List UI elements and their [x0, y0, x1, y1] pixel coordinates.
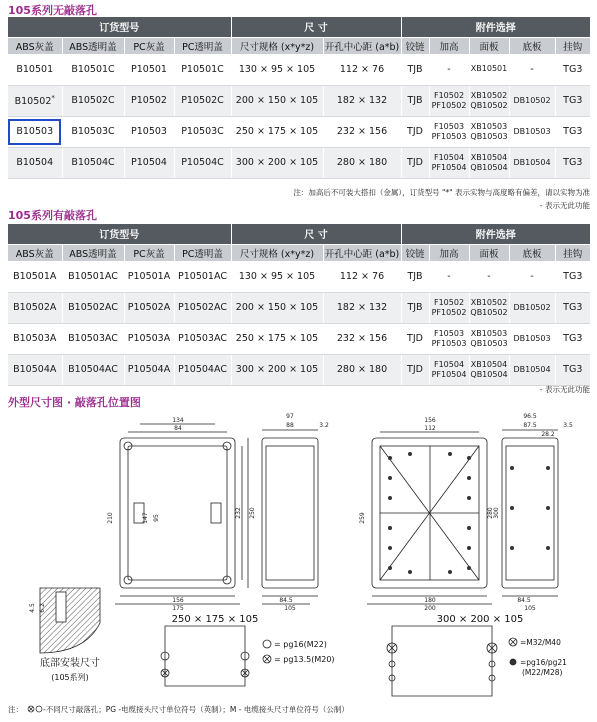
- col-header: ABS灰盖: [8, 37, 62, 54]
- col-header: 开孔中心距 (a*b): [323, 37, 401, 54]
- cell-hinge: TJB: [401, 292, 429, 323]
- cell-hinge: TJD: [401, 116, 429, 147]
- cell-abs-gray: B10503A: [8, 323, 62, 354]
- cell-size: 200 × 150 × 105: [231, 292, 323, 323]
- cell-size: 250 × 175 × 105: [231, 323, 323, 354]
- cell-hook: TG3: [555, 323, 590, 354]
- col-header: PC透明盖: [174, 244, 231, 261]
- col-header: 面板: [469, 37, 509, 54]
- cell-size: 130 × 95 × 105: [231, 54, 323, 85]
- dim-label: 200: [424, 605, 436, 612]
- mount-label: 底部安装尺寸: [40, 658, 100, 669]
- cell-hole: 112 × 76: [323, 261, 401, 292]
- dim-label: 87.5: [523, 422, 537, 429]
- cell-abs-clear: B10502C: [62, 85, 124, 116]
- panel-code-2: QB10504: [470, 369, 508, 379]
- dim-label: 180: [424, 597, 436, 604]
- cell-base: DB10504: [509, 147, 555, 178]
- panel-code: XB10503: [470, 121, 508, 131]
- cell-ext: [429, 147, 469, 178]
- cell-ext: -: [429, 261, 469, 292]
- cell-hole: 232 × 156: [323, 323, 401, 354]
- cell-hole: 232 × 156: [323, 116, 401, 147]
- cell-pc-gray: P10501: [124, 54, 174, 85]
- group-header-accessory: 附件选择: [401, 224, 590, 244]
- ext-code: F10502: [433, 297, 465, 307]
- cell-abs-gray: B10504: [8, 147, 62, 178]
- cell-abs-clear: B10501C: [62, 54, 124, 85]
- cell-panel: -: [469, 261, 509, 292]
- dim-label: 96.5: [523, 413, 537, 420]
- cell-panel: [469, 323, 509, 354]
- cell-panel: [469, 85, 509, 116]
- cell-hole: 280 × 180: [323, 147, 401, 178]
- cell-pc-clear: P10501AC: [174, 261, 231, 292]
- cell-size: 130 × 95 × 105: [231, 261, 323, 292]
- legend-m32: =M32/M40: [520, 638, 561, 647]
- highlighted-model: B10503: [8, 119, 61, 145]
- cell-hole: 112 × 76: [323, 54, 401, 85]
- cell-abs-clear: B10503AC: [62, 323, 124, 354]
- dim-label: 97: [286, 413, 294, 420]
- dim-label: 156: [172, 597, 184, 604]
- cell-abs-gray: B10501A: [8, 261, 62, 292]
- panel-code-2: QB10502: [470, 100, 508, 110]
- cell-panel: [469, 292, 509, 323]
- dim-label: 250: [249, 507, 256, 519]
- bottom-note-text: -不同尺寸敲落孔；PG -电缆接头尺寸单位符号（英制）；M - 电缆接头尺寸单位符号（公制）: [43, 705, 349, 714]
- cell-pc-clear: P10504C: [174, 147, 231, 178]
- cell-hinge: TJB: [401, 261, 429, 292]
- cell-panel: XB10501: [469, 54, 509, 85]
- cell-abs-clear: B10502AC: [62, 292, 124, 323]
- technical-drawings: [0, 408, 597, 722]
- dim-label: 3.2: [319, 422, 329, 429]
- cell-panel: [469, 116, 509, 147]
- dim-label: 3.5: [563, 422, 573, 429]
- dim-label: 105: [524, 605, 536, 612]
- cell-pc-gray: P10504: [124, 147, 174, 178]
- col-header: 底板: [509, 37, 555, 54]
- right-dimension-labels: [359, 413, 573, 612]
- drawing-right: [367, 430, 558, 604]
- col-header: 铰链: [401, 37, 429, 54]
- dim-label: 147: [142, 512, 149, 524]
- col-header: 开孔中心距 (a*b): [323, 244, 401, 261]
- legend-symbols-right: [509, 638, 517, 665]
- bottom-note-symbols: [28, 706, 42, 712]
- dim-label: 232: [235, 507, 242, 519]
- table1-footnote: 注：加高后不可装大搭扣（金属），订货型号 "*" 表示实物与高度略有偏差，请以实物为准: [293, 188, 590, 197]
- group-header-size: 尺 寸: [231, 224, 401, 244]
- legend-pg135: = pg13.5(M20): [274, 655, 335, 664]
- cell-pc-clear: P10502AC: [174, 292, 231, 323]
- legend-m22-28: (M22/M28): [522, 668, 563, 677]
- dim-label: 112: [424, 425, 436, 432]
- dim-label: 210: [107, 512, 114, 524]
- panel-code-2: QB10504: [470, 162, 508, 172]
- spec-table-no-knockout: [8, 17, 590, 179]
- deviation-mark: *: [51, 93, 55, 102]
- col-header: 尺寸规格 (x*y*z): [231, 37, 323, 54]
- cell-pc-gray: P10504A: [124, 354, 174, 385]
- group-header-order: 订货型号: [8, 224, 231, 244]
- panel-code: XB10504: [470, 152, 508, 162]
- dim-label: 4.5: [29, 603, 36, 613]
- cell-panel: [469, 354, 509, 385]
- ext-code-2: PF10503: [431, 131, 467, 141]
- cell-hinge: TJD: [401, 147, 429, 178]
- dim-label: 300: [493, 507, 500, 519]
- cell-base: DB10502: [509, 85, 555, 116]
- mounting-detail: [40, 588, 100, 653]
- cell-ext: -: [429, 54, 469, 85]
- cell-ext: [429, 323, 469, 354]
- col-header: PC透明盖: [174, 37, 231, 54]
- ext-code-2: PF10503: [431, 338, 467, 348]
- section-title-no-knockout: 105系列无敲落孔: [8, 4, 97, 17]
- col-header: PC灰盖: [124, 37, 174, 54]
- ext-code: F10503: [433, 328, 465, 338]
- cell-abs-clear: B10503C: [62, 116, 124, 147]
- cell-pc-gray: P10503: [124, 116, 174, 147]
- group-header-order: 订货型号: [8, 17, 231, 37]
- dim-label: 105: [284, 605, 296, 612]
- cell-abs-gray: [8, 116, 62, 147]
- cell-ext: [429, 116, 469, 147]
- cell-hinge: TJB: [401, 54, 429, 85]
- cell-abs-gray: [8, 85, 62, 116]
- cell-pc-gray: P10502A: [124, 292, 174, 323]
- ext-code: F10504: [433, 152, 465, 162]
- cell-size: 200 × 150 × 105: [231, 85, 323, 116]
- enclosure-front-outline: [120, 438, 235, 588]
- col-header: ABS透明盖: [62, 244, 124, 261]
- cell-pc-gray: P10501A: [124, 261, 174, 292]
- dim-label: 84.5: [279, 597, 293, 604]
- left-drawing-caption: 250 × 175 × 105: [171, 614, 259, 625]
- col-header: 挂钩: [555, 244, 590, 261]
- enclosure-side-outline: [502, 438, 558, 588]
- col-header: 面板: [469, 244, 509, 261]
- cell-hole: 182 × 132: [323, 292, 401, 323]
- cell-hinge: TJB: [401, 85, 429, 116]
- cell-size: 250 × 175 × 105: [231, 116, 323, 147]
- ext-code-2: PF10502: [431, 307, 467, 317]
- cell-base: DB10503: [509, 323, 555, 354]
- ext-code: F10504: [433, 359, 465, 369]
- cell-abs-gray: B10504A: [8, 354, 62, 385]
- group-header-size: 尺 寸: [231, 17, 401, 37]
- cell-abs-clear: B10504C: [62, 147, 124, 178]
- cell-pc-clear: P10503C: [174, 116, 231, 147]
- ext-code-2: PF10504: [431, 369, 467, 379]
- cell-pc-clear: P10502C: [174, 85, 231, 116]
- cell-hook: TG3: [555, 261, 590, 292]
- cell-panel: [469, 147, 509, 178]
- col-header: 挂钩: [555, 37, 590, 54]
- section-title-drawings: 外型尺寸图 · 敲落孔位置图: [8, 396, 141, 409]
- col-header: 尺寸规格 (x*y*z): [231, 244, 323, 261]
- cell-base: DB10502: [509, 292, 555, 323]
- ext-code: F10502: [433, 90, 465, 100]
- col-header: 底板: [509, 244, 555, 261]
- dim-label: 6.2: [39, 603, 46, 613]
- cell-hook: TG3: [555, 54, 590, 85]
- circle-icon: [36, 706, 42, 712]
- dim-label: 259: [359, 512, 366, 524]
- bottom-note-prefix: 注：: [8, 705, 23, 714]
- dim-label: 175: [172, 605, 184, 612]
- cell-pc-clear: P10503AC: [174, 323, 231, 354]
- knockout-position-left: [161, 626, 249, 686]
- panel-code: XB10503: [470, 328, 508, 338]
- panel-code-2: QB10503: [470, 338, 508, 348]
- cell-hole: 280 × 180: [323, 354, 401, 385]
- col-header: ABS灰盖: [8, 244, 62, 261]
- col-header: PC灰盖: [124, 244, 174, 261]
- cell-pc-gray: P10502: [124, 85, 174, 116]
- group-header-accessory: 附件选择: [401, 17, 590, 37]
- cell-abs-clear: B10501AC: [62, 261, 124, 292]
- cell-abs-gray: B10502A: [8, 292, 62, 323]
- col-header: ABS透明盖: [62, 37, 124, 54]
- table2-legend-note: - 表示无此功能: [539, 385, 590, 394]
- col-header: 铰链: [401, 244, 429, 261]
- cell-hook: TG3: [555, 292, 590, 323]
- cell-ext: [429, 354, 469, 385]
- cell-size: 300 × 200 × 105: [231, 354, 323, 385]
- dim-label: 156: [424, 417, 436, 424]
- knockout-position-right: [387, 626, 497, 696]
- right-drawing-caption: 300 × 200 × 105: [436, 614, 524, 625]
- cell-base: -: [509, 54, 555, 85]
- panel-code-2: QB10503: [470, 131, 508, 141]
- legend-symbols-left: [263, 640, 271, 663]
- dim-label: 84: [174, 425, 182, 432]
- col-header: 加高: [429, 37, 469, 54]
- legend-pg16: = pg16(M22): [274, 640, 327, 649]
- dim-label: 28.2: [541, 431, 555, 438]
- left-dimension-labels: [107, 413, 329, 612]
- dim-label: 88: [286, 422, 294, 429]
- panel-code: XB10502: [470, 90, 508, 100]
- cell-abs-gray: B10501: [8, 54, 62, 85]
- panel-code: XB10504: [470, 359, 508, 369]
- cell-ext: [429, 292, 469, 323]
- cell-pc-clear: P10501C: [174, 54, 231, 85]
- section-title-with-knockout: 105系列有敲落孔: [8, 209, 97, 222]
- mount-dimension-labels: [29, 603, 46, 613]
- cell-hook: TG3: [555, 354, 590, 385]
- cell-base: DB10503: [509, 116, 555, 147]
- ext-code: F10503: [433, 121, 465, 131]
- ext-code-2: PF10504: [431, 162, 467, 172]
- spec-table-with-knockout: [8, 224, 590, 386]
- cell-abs-clear: B10504AC: [62, 354, 124, 385]
- dim-label: 95: [153, 514, 160, 522]
- circle-icon: [263, 640, 271, 648]
- mount-sublabel: (105系列): [51, 673, 89, 682]
- dim-label: 84.5: [517, 597, 531, 604]
- table1-legend-note: - 表示无此功能: [539, 201, 590, 210]
- cell-hook: TG3: [555, 147, 590, 178]
- cell-pc-clear: P10504AC: [174, 354, 231, 385]
- cell-pc-gray: P10503A: [124, 323, 174, 354]
- cell-base: -: [509, 261, 555, 292]
- dim-label: 280: [487, 507, 494, 519]
- filled-circle-icon: [510, 659, 516, 665]
- ext-code-2: PF10502: [431, 100, 467, 110]
- col-header: 加高: [429, 244, 469, 261]
- cell-size: 300 × 200 × 105: [231, 147, 323, 178]
- cell-hinge: TJD: [401, 354, 429, 385]
- cell-hook: TG3: [555, 116, 590, 147]
- cell-hinge: TJD: [401, 323, 429, 354]
- dim-label: 134: [172, 417, 184, 424]
- panel-code-2: QB10502: [470, 307, 508, 317]
- enclosure-side-outline: [262, 438, 318, 588]
- cell-base: DB10504: [509, 354, 555, 385]
- cell-hole: 182 × 132: [323, 85, 401, 116]
- panel-code: XB10502: [470, 297, 508, 307]
- cell-hook: TG3: [555, 85, 590, 116]
- model-code: B10502: [14, 96, 52, 108]
- cell-ext: [429, 85, 469, 116]
- legend-pg16-21: =pg16/pg21: [520, 658, 567, 667]
